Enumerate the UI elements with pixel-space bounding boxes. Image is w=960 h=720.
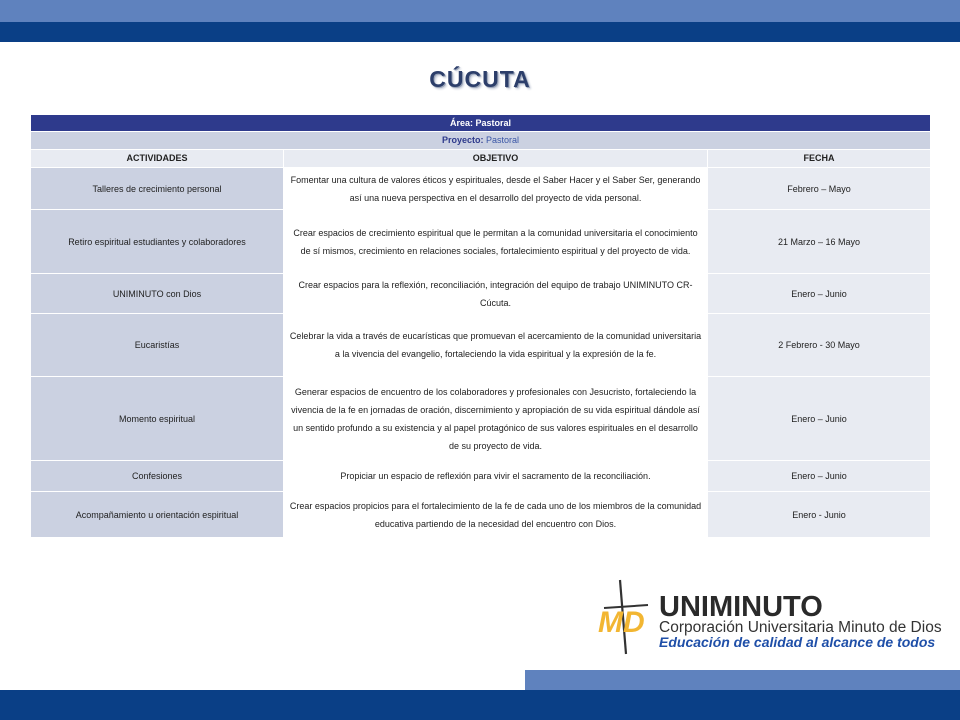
header-actividades: ACTIVIDADES <box>31 150 284 168</box>
table-row <box>31 210 931 274</box>
actividad-cell: UNIMINUTO con Dios <box>31 274 284 314</box>
fecha-cell: Enero - Junio <box>708 492 931 538</box>
page-title: CÚCUTA <box>429 66 531 92</box>
fecha-cell: Enero – Junio <box>708 274 931 314</box>
bottom-band-light <box>525 670 960 690</box>
objetivo-cell: Crear espacios propicios para el fortalecimiento de la fe de cada uno de los miembros de la comunidad educativa partiendo de la necesidad del encuentro con Dios. <box>284 492 708 538</box>
proyecto-label: Proyecto: <box>441 135 484 145</box>
objetivo-cell: Propiciar un espacio de reflexión para vivir el sacramento de la reconciliación. <box>284 461 708 492</box>
objetivo-cell: Crear espacios para la reflexión, reconciliación, integración del equipo de trabajo UNIMINUTO CR-Cúcuta. <box>284 274 708 314</box>
proyecto-value: Pastoral <box>486 135 520 145</box>
table-row <box>31 274 931 314</box>
fecha-cell: Enero – Junio <box>708 461 931 492</box>
area-cell: Área: Pastoral <box>31 115 931 132</box>
actividad-cell: Momento espiritual <box>31 377 284 461</box>
activities-table <box>30 114 930 538</box>
objetivo-cell: Generar espacios de encuentro de los colaboradores y profesionales con Jesucristo, fortaleciendo la vivencia de la fe en jornadas de oración, discernimiento y apropiación de su vida espiritual dándole así un sentido profundo a su existencia y al papel protagónico de sus valores espirituales en el desarrollo de su proyecto de vida. <box>284 377 708 461</box>
table-row <box>31 461 931 492</box>
header-objetivo: OBJETIVO <box>284 150 708 168</box>
fecha-cell: 21 Marzo – 16 Mayo <box>708 210 931 274</box>
actividad-cell: Acompañamiento u orientación espiritual <box>31 492 284 538</box>
area-row <box>31 115 931 132</box>
top-band-dark <box>0 22 960 42</box>
md-cross-logo-icon <box>596 578 658 656</box>
logo-subtitle: Corporación Universitaria Minuto de Dios <box>659 619 942 636</box>
header-fecha: FECHA <box>708 150 931 168</box>
objetivo-cell: Fomentar una cultura de valores éticos y espirituales, desde el Saber Hacer y el Saber Ser, generando así una nueva perspectiva en el desarrollo del proyecto de vida personal. <box>284 168 708 210</box>
bottom-band-dark <box>0 690 960 720</box>
objetivo-cell: Crear espacios de crecimiento espiritual que le permitan a la comunidad universitaria el conocimiento de sí mismos, crecimiento en relaciones sociales, fortalecimiento espiritual y del proyecto de vida. <box>284 210 708 274</box>
proyecto-cell <box>31 132 931 150</box>
fecha-cell: Febrero – Mayo <box>708 168 931 210</box>
actividad-cell: Eucaristías <box>31 314 284 377</box>
actividad-cell: Talleres de crecimiento personal <box>31 168 284 210</box>
top-band-light <box>0 0 960 22</box>
proyecto-row <box>31 132 931 150</box>
table-row <box>31 314 931 377</box>
actividad-cell: Confesiones <box>31 461 284 492</box>
fecha-cell: Enero – Junio <box>708 377 931 461</box>
fecha-cell: 2 Febrero - 30 Mayo <box>708 314 931 377</box>
actividad-cell: Retiro espiritual estudiantes y colaboradores <box>31 210 284 274</box>
table-row <box>31 168 931 210</box>
logo-name: UNIMINUTO <box>659 591 823 623</box>
logo-monogram: MD <box>598 606 645 639</box>
objetivo-cell: Celebrar la vida a través de eucarísticas que promuevan el acercamiento de la comunidad universitaria a la vivencia del evangelio, fortaleciendo la vida espiritual y la expresión de la fe. <box>284 314 708 377</box>
logo-tagline: Educación de calidad al alcance de todos <box>659 634 936 650</box>
table-row <box>31 492 931 538</box>
uniminuto-logo <box>596 578 942 656</box>
column-headers <box>31 150 931 168</box>
table-row <box>31 377 931 461</box>
